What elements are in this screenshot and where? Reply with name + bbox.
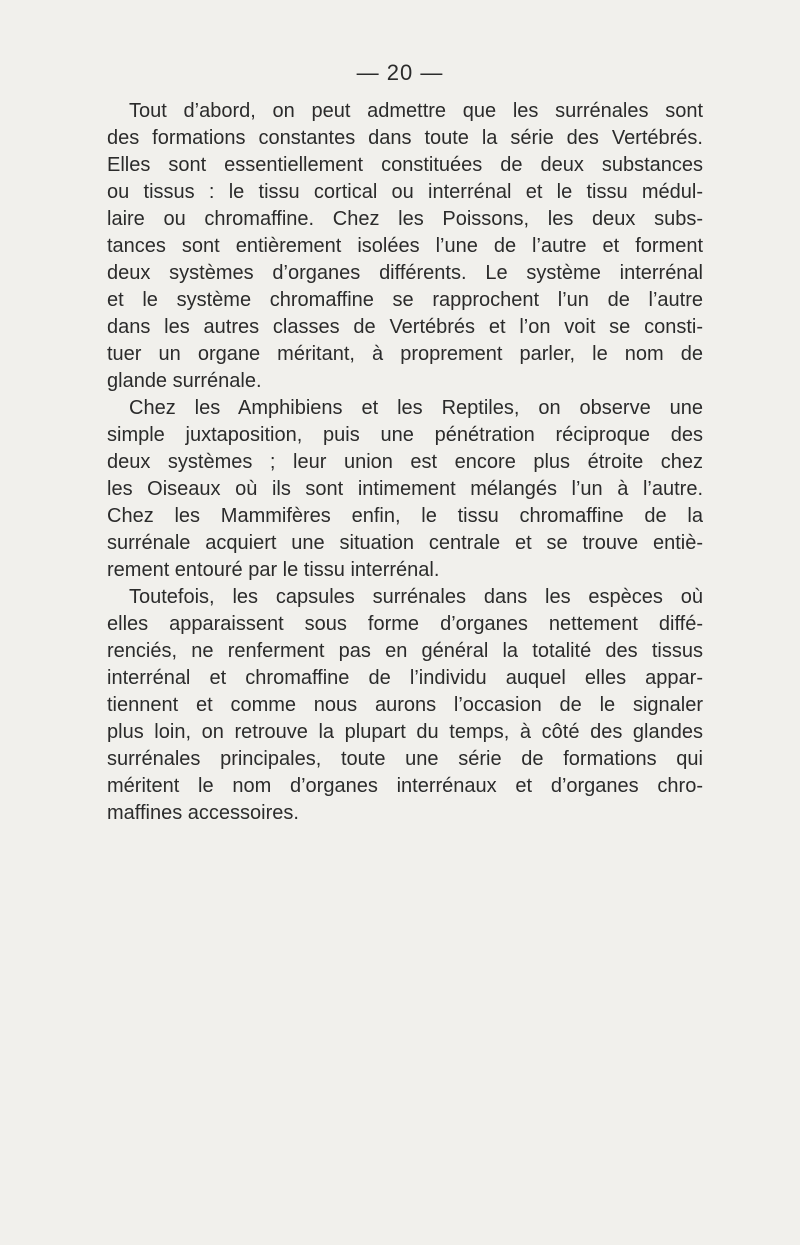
body-text xyxy=(107,98,703,827)
paragraph-2-line-1: Chez les Amphibiens et les Reptiles, on observe une xyxy=(129,397,703,419)
paragraph-1-line-4: ou tissus : le tissu cortical ou interrénal et le tissu médul- xyxy=(107,181,703,203)
paragraph-3-line-5: tiennent et comme nous aurons l’occasion de le signaler xyxy=(107,694,703,716)
paragraph-1-line-9: dans les autres classes de Vertébrés et l’on voit se consti- xyxy=(107,316,703,338)
paragraph-1-line-7: deux systèmes d’organes différents. Le système interrénal xyxy=(107,262,703,284)
paragraph-2-line-4: les Oiseaux où ils sont intimement mélangés l’un à l’autre. xyxy=(107,478,703,500)
paragraph-1-line-3: Elles sont essentiellement constituées de deux substances xyxy=(107,154,703,176)
paragraph-1-line-10: tuer un organe méritant, à proprement parler, le nom de xyxy=(107,343,703,365)
paragraph-2-line-7: rement entouré par le tissu interrénal. xyxy=(107,559,440,581)
paragraph-3-line-3: renciés, ne renferment pas en général la totalité des tissus xyxy=(107,640,703,662)
paragraph-2-line-5: Chez les Mammifères enfin, le tissu chromaffine de la xyxy=(107,505,703,527)
paragraph-1-line-8: et le système chromaffine se rapprochent l’un de l’autre xyxy=(107,289,703,311)
paragraph-1-line-1: Tout d’abord, on peut admettre que les surrénales sont xyxy=(129,100,703,122)
paragraph-2-line-2: simple juxtaposition, puis une pénétration réciproque des xyxy=(107,424,703,446)
paragraph-3-line-4: interrénal et chromaffine de l’individu auquel elles appar- xyxy=(107,667,703,689)
paragraph-1-line-6: tances sont entièrement isolées l’une de l’autre et forment xyxy=(107,235,703,257)
paragraph-3-line-9: maffines accessoires. xyxy=(107,802,299,824)
paragraph-1-line-5: laire ou chromaffine. Chez les Poissons, les deux subs- xyxy=(107,208,703,230)
paragraph-1-line-11: glande surrénale. xyxy=(107,370,262,392)
page-number: — 20 — xyxy=(356,60,444,85)
paragraph-3-line-7: surrénales principales, toute une série de formations qui xyxy=(107,748,703,770)
paragraph-2-line-3: deux systèmes ; leur union est encore plus étroite chez xyxy=(107,451,703,473)
paragraph-3-line-1: Toutefois, les capsules surrénales dans les espèces où xyxy=(129,586,703,608)
paragraph-2-line-6: surrénale acquiert une situation centrale et se trouve entiè- xyxy=(107,532,703,554)
paragraph-3-line-2: elles apparaissent sous forme d’organes nettement diffé- xyxy=(107,613,703,635)
paragraph-3-line-8: méritent le nom d’organes interrénaux et d’organes chro- xyxy=(107,775,703,797)
paragraph-3-line-6: plus loin, on retrouve la plupart du temps, à côté des glandes xyxy=(107,721,703,743)
paragraph-1-line-2: des formations constantes dans toute la série des Vertébrés. xyxy=(107,127,703,149)
